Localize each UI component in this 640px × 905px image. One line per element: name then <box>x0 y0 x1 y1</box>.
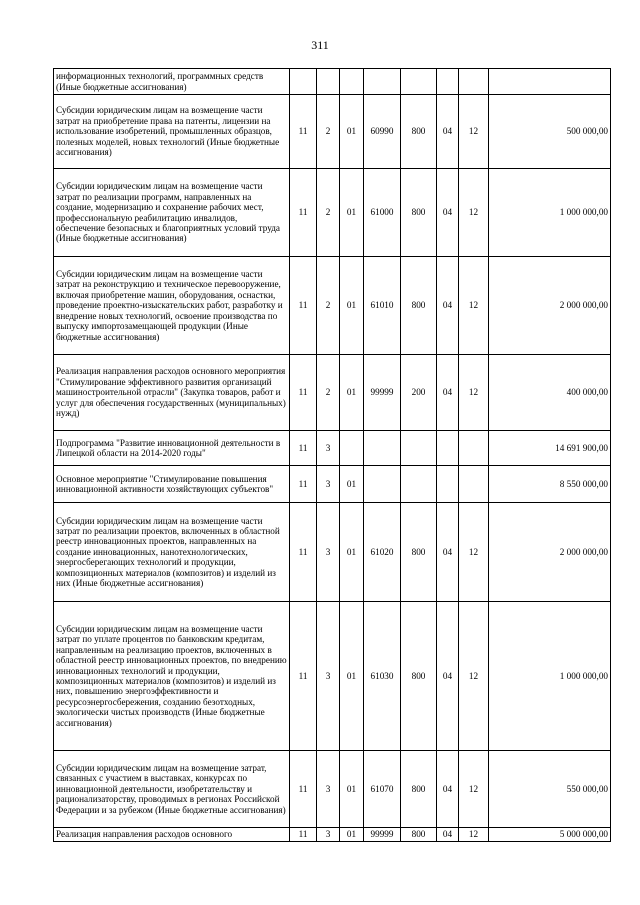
table-body <box>54 69 611 842</box>
row-name-cell: Реализация направления расходов основного <box>54 828 290 842</box>
code-cell-7: 12 <box>459 169 489 257</box>
code-cell-2: 3 <box>317 466 340 503</box>
code-cell-6: 04 <box>437 751 459 828</box>
table-row <box>54 828 611 842</box>
code-cell-6: 04 <box>437 602 459 751</box>
code-cell-6: 04 <box>437 257 459 355</box>
budget-table <box>53 68 611 842</box>
code-cell-5 <box>401 69 437 95</box>
code-cell-7: 12 <box>459 751 489 828</box>
row-name-cell: Субсидии юридическим лицам на возмещение части затрат по уплате процентов по банковским кредитам, направленным на реализацию проектов, включенных в областной реестр инновационных проектов, по внедрению инновационных технологий и продукции, композиционных материалов (композитов) и изделий из них, повышению энергоэффективности и ресурсоэнергосбережения, созданию безотходных, экологически чистых производств (Иные бюджетные ассигнования) <box>54 602 290 751</box>
table-row <box>54 431 611 466</box>
code-cell-5: 800 <box>401 828 437 842</box>
code-cell-2: 3 <box>317 503 340 602</box>
page-number: 311 <box>311 38 329 52</box>
code-cell-5 <box>401 431 437 466</box>
code-cell-1: 11 <box>290 466 317 503</box>
code-cell-3: 01 <box>340 602 364 751</box>
code-cell-7: 12 <box>459 257 489 355</box>
code-cell-2 <box>317 69 340 95</box>
code-cell-5: 800 <box>401 257 437 355</box>
code-cell-4: 61000 <box>364 169 401 257</box>
amount-cell: 500 000,00 <box>489 95 611 169</box>
amount-cell <box>489 69 611 95</box>
code-cell-6: 04 <box>437 828 459 842</box>
code-cell-6 <box>437 431 459 466</box>
code-cell-7: 12 <box>459 95 489 169</box>
code-cell-7 <box>459 466 489 503</box>
amount-cell: 550 000,00 <box>489 751 611 828</box>
code-cell-2: 2 <box>317 95 340 169</box>
code-cell-4 <box>364 431 401 466</box>
row-name-cell: Субсидии юридическим лицам на возмещение части затрат по реализации проектов, включенных в областной реестр инновационных проектов, направленных на создание инновационных, нанотехнологических, энергосберегающих технологий и продукции, композиционных материалов (композитов) и изделий из них (Иные бюджетные ассигнования) <box>54 503 290 602</box>
table-row <box>54 69 611 95</box>
code-cell-6 <box>437 69 459 95</box>
code-cell-7 <box>459 431 489 466</box>
code-cell-6: 04 <box>437 169 459 257</box>
code-cell-2: 3 <box>317 431 340 466</box>
code-cell-1: 11 <box>290 602 317 751</box>
code-cell-3 <box>340 69 364 95</box>
row-name-cell: Основное мероприятие "Стимулирование повышения инновационной активности хозяйствующих субъектов" <box>54 466 290 503</box>
table-row <box>54 602 611 751</box>
table-row <box>54 503 611 602</box>
code-cell-1 <box>290 69 317 95</box>
code-cell-2: 2 <box>317 169 340 257</box>
amount-cell: 400 000,00 <box>489 355 611 431</box>
code-cell-7: 12 <box>459 602 489 751</box>
amount-cell: 1 000 000,00 <box>489 602 611 751</box>
code-cell-7: 12 <box>459 503 489 602</box>
code-cell-2: 3 <box>317 751 340 828</box>
amount-cell: 2 000 000,00 <box>489 257 611 355</box>
code-cell-4: 61030 <box>364 602 401 751</box>
amount-cell: 8 550 000,00 <box>489 466 611 503</box>
code-cell-1: 11 <box>290 431 317 466</box>
table-row <box>54 466 611 503</box>
row-name-cell: Субсидии юридическим лицам на возмещение затрат, связанных с участием в выставках, конкурсах по инновационной деятельности, изобретательству и рационализаторству, проводимых в регионах Российской Федерации и за рубежом (Иные бюджетные ассигнования) <box>54 751 290 828</box>
code-cell-5: 800 <box>401 169 437 257</box>
code-cell-6: 04 <box>437 503 459 602</box>
code-cell-3: 01 <box>340 466 364 503</box>
code-cell-3: 01 <box>340 169 364 257</box>
code-cell-4: 99999 <box>364 828 401 842</box>
code-cell-5: 200 <box>401 355 437 431</box>
code-cell-3: 01 <box>340 828 364 842</box>
code-cell-2: 3 <box>317 602 340 751</box>
code-cell-3: 01 <box>340 95 364 169</box>
table-row <box>54 355 611 431</box>
code-cell-5: 800 <box>401 751 437 828</box>
table-row <box>54 257 611 355</box>
amount-cell: 5 000 000,00 <box>489 828 611 842</box>
code-cell-4: 61010 <box>364 257 401 355</box>
code-cell-7: 12 <box>459 355 489 431</box>
code-cell-3: 01 <box>340 751 364 828</box>
amount-cell: 1 000 000,00 <box>489 169 611 257</box>
row-name-cell: Субсидии юридическим лицам на возмещение части затрат по реализации программ, направленных на создание, модернизацию и сохранение рабочих мест, профессиональную реабилитацию инвалидов, обеспечение безопасных и благоприятных условий труда (Иные бюджетные ассигнования) <box>54 169 290 257</box>
code-cell-7: 12 <box>459 828 489 842</box>
code-cell-7 <box>459 69 489 95</box>
amount-cell: 2 000 000,00 <box>489 503 611 602</box>
code-cell-1: 11 <box>290 503 317 602</box>
code-cell-2: 2 <box>317 355 340 431</box>
code-cell-4: 61020 <box>364 503 401 602</box>
row-name-cell: Субсидии юридическим лицам на возмещение части затрат на реконструкцию и техническое перевооружение, включая приобретение машин, оборудования, оснастки, проведение проектно-изыскательских работ, разработку и внедрение новых технологий, освоение производства по выпуску импортозамещающей продукции (Иные бюджетные ассигнования) <box>54 257 290 355</box>
table-row <box>54 169 611 257</box>
row-name-cell: Субсидии юридическим лицам на возмещение части затрат на приобретение права на патенты, лицензии на использование изобретений, промышленных образцов, полезных моделей, новых технологий (Иные бюджетные ассигнования) <box>54 95 290 169</box>
code-cell-5: 800 <box>401 503 437 602</box>
row-name-cell: Реализация направления расходов основного мероприятия "Стимулирование эффективного развития организаций машиностроительной отрасли" (Закупка товаров, работ и услуг для обеспечения государственных (муниципальных) нужд) <box>54 355 290 431</box>
code-cell-6: 04 <box>437 355 459 431</box>
code-cell-1: 11 <box>290 355 317 431</box>
code-cell-4: 61070 <box>364 751 401 828</box>
code-cell-2: 3 <box>317 828 340 842</box>
code-cell-6: 04 <box>437 95 459 169</box>
code-cell-4: 99999 <box>364 355 401 431</box>
code-cell-5: 800 <box>401 95 437 169</box>
code-cell-3: 01 <box>340 503 364 602</box>
code-cell-4: 60990 <box>364 95 401 169</box>
code-cell-4 <box>364 69 401 95</box>
table-row <box>54 751 611 828</box>
row-name-cell: Подпрограмма "Развитие инновационной деятельности в Липецкой области на 2014-2020 годы" <box>54 431 290 466</box>
code-cell-5: 800 <box>401 602 437 751</box>
code-cell-1: 11 <box>290 95 317 169</box>
code-cell-1: 11 <box>290 257 317 355</box>
amount-cell: 14 691 900,00 <box>489 431 611 466</box>
table-row <box>54 95 611 169</box>
code-cell-4 <box>364 466 401 503</box>
row-name-cell: информационных технологий, программных средств (Иные бюджетные ассигнования) <box>54 69 290 95</box>
code-cell-1: 11 <box>290 751 317 828</box>
code-cell-2: 2 <box>317 257 340 355</box>
code-cell-1: 11 <box>290 169 317 257</box>
code-cell-1: 11 <box>290 828 317 842</box>
code-cell-3 <box>340 431 364 466</box>
code-cell-6 <box>437 466 459 503</box>
code-cell-3: 01 <box>340 355 364 431</box>
code-cell-5 <box>401 466 437 503</box>
code-cell-3: 01 <box>340 257 364 355</box>
